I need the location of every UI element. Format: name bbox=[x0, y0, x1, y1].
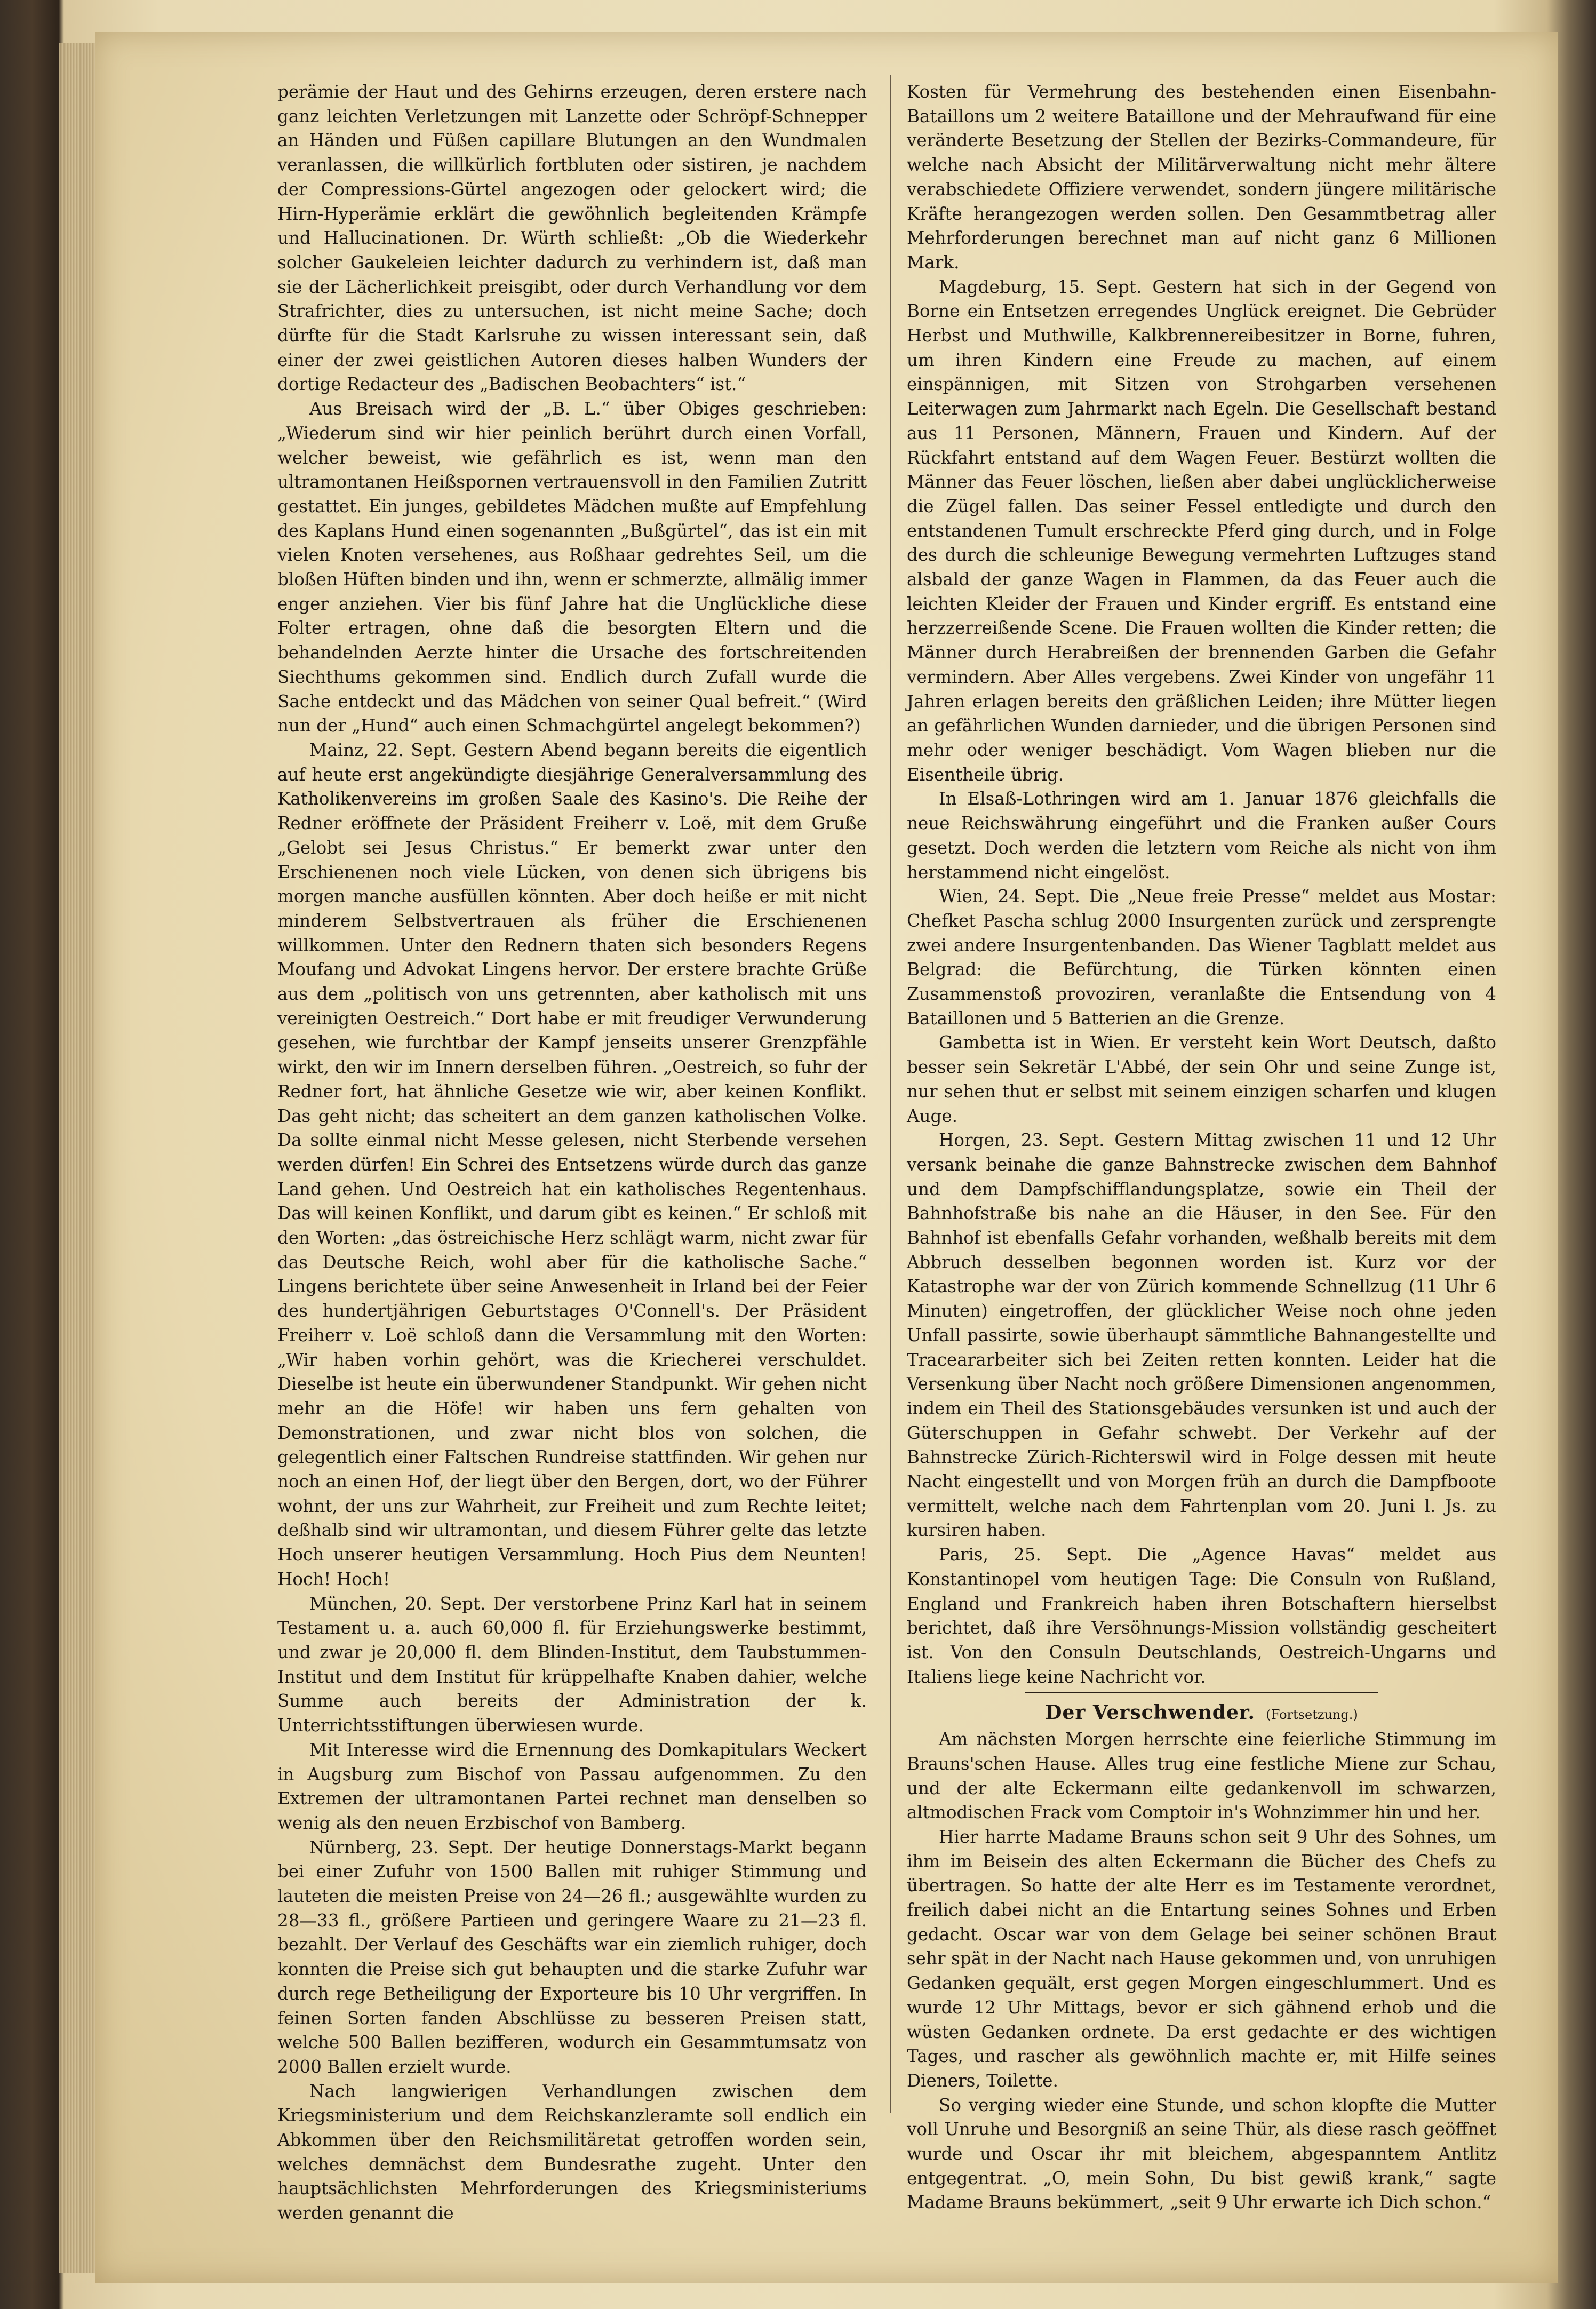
feuilleton-subtitle: (Fortsetzung.) bbox=[1266, 1707, 1358, 1723]
article-paragraph: Wien, 24. Sept. Die „Neue freie Presse“ meldet aus Mostar: Chefket Pascha schlug 2000 Insurgenten zurück und zersprengte zwei andere Insurgentenbanden. Das Wiener Tagblatt meldet aus Belgrad: die Befürchtung, die Türken könnten einen Zusammenstoß provoziren, veranlaßte die Entsendung von 4 Bataillonen und 5 Batterien an die Grenze. bbox=[907, 886, 1496, 1029]
book-page-edges bbox=[59, 43, 96, 2273]
article-paragraph: Mainz, 22. Sept. Gestern Abend begann bereits die eigentlich auf heute erst angekündigte diesjährige Generalversammlung des Katholikenvereins im großen Saale des Kasino's. Die Reihe der Redner eröffnete der Präsident Freiherr v. Loë, mit dem Gruße „Gelobt sei Jesus Christus.“ Er bemerkt zwar unter den Erschienenen noch viele Lücken, von denen sich übrigens bis morgen manche ausfüllen könnten. Aber doch heiße er mit nicht minderem Selbstvertrauen als früher die Erschienenen willkommen. Unter den Rednern thaten sich besonders Regens Moufang und Advokat Lingens hervor. Der erstere brachte Grüße aus dem „politisch von uns getrennten, aber katholisch mit uns vereinigten Oestreich.“ Dort habe er mit freudiger Verwunderung gesehen, wie furchtbar der Kampf jenseits unserer Grenzpfähle wirkt, den wir im Innern derselben führen. „Oestreich, so fuhr der Redner fort, hat ähnliche Gesetze wie wir, aber keinen Konflikt. Das geht nicht; das scheitert an dem ganzen katholischen Volke. Da sollte einmal nicht Messe gelesen, nicht Sterbende versehen werden dürfen! Ein Schrei des Entsetzens würde durch das ganze Land gehen. Und Oestreich hat ein katholisches Regentenhaus. Das will keinen Konflikt, und darum gibt es keinen.“ Er schloß mit den Worten: „das östreichische Herz schlägt warm, nicht zwar für das Deutsche Reich, wohl aber für die katholische Sache.“ Lingens berichtete über seine Anwesenheit in Irland bei der Feier des hundertjährigen Geburtstages O'Connell's. Der Präsident Freiherr v. Loë schloß dann die Versammlung mit den Worten: „Wir haben vorhin gehört, was die Kriecherei verschuldet. Dieselbe ist heute ein überwundener Standpunkt. Wir gehen nicht mehr an die Höfe! wir haben uns fern gehalten von Demonstrationen, und zwar nicht blos von solchen, die gelegentlich einer Faltschen Rundreise stattfinden. Wir gehen nur noch an einen Hof, der liegt über den Bergen, dort, wo der Führer wohnt, der uns zur Wahrheit, zur Freiheit und zum Rechte leitet; deßhalb sind wir ultramontan, und diesem Führer gelte das letzte Hoch unserer heutigen Versammlung. Hoch Pius dem Neunten! Hoch! Hoch! bbox=[277, 739, 867, 1589]
feuilleton-title: Der Verschwender. bbox=[1045, 1701, 1256, 1724]
feuilleton-separator-rule bbox=[1025, 1692, 1378, 1693]
article-paragraph: München, 20. Sept. Der verstorbene Prinz Karl hat in seinem Testament u. a. auch 60,000 fl. für Erziehungswerke bestimmt, und zwar je 20,000 fl. dem Blinden-Institut, dem Taubstummen-Institut und dem Institut für krüppelhafte Knaben dahier, welche Summe auch bereits der Administration der k. Unterrichtsstiftungen überwiesen wurde. bbox=[277, 1593, 867, 1736]
article-paragraph: Mit Interesse wird die Ernennung des Domkapitulars Weckert in Augsburg zum Bischof von Passau aufgenommen. Zu den Extremen der ultramontanen Partei rechnet man denselben so wenig als den neuen Erzbischof von Bamberg. bbox=[277, 1739, 867, 1833]
right-text-column bbox=[907, 80, 1496, 2215]
column-divider-rule bbox=[890, 75, 891, 2113]
article-paragraph: Kosten für Vermehrung des bestehenden einen Eisenbahn-Bataillons um 2 weitere Bataillone und der Mehraufwand für eine veränderte Besetzung der Stellen der Bezirks-Commandeure, für welche nach Absicht der Militärverwaltung nicht mehr ältere verabschiedete Offiziere verwendet, sondern jüngere militärische Kräfte herangezogen werden sollen. Den Gesammtbetrag aller Mehrforderungen berechnet man auf nicht ganz 6 Millionen Mark. bbox=[907, 82, 1496, 273]
feuilleton-paragraph: Hier harrte Madame Brauns schon seit 9 Uhr des Sohnes, um ihm im Beisein des alten Eckermann die Bücher des Chefs zu übertragen. So hatte der alte Herr es im Testamente verordnet, freilich dabei nicht an die Entartung seines Sohnes und Erben gedacht. Oscar war von dem Gelage bei seiner schönen Braut sehr spät in der Nacht nach Hause gekommen und, von unruhigen Gedanken gequält, erst gegen Morgen eingeschlummert. Und es wurde 12 Uhr Mittags, bevor er sich gähnend erhob und die wüsten Gedanken ordnete. Da erst gedachte er des wichtigen Tages, und rascher als gewöhnlich machte er, mit Hilfe seines Dieners, Toilette. bbox=[907, 1826, 1496, 2091]
article-paragraph: Aus Breisach wird der „B. L.“ über Obiges geschrieben: „Wiederum sind wir hier peinlich berührt durch einen Vorfall, welcher beweist, wie gefährlich es ist, wenn man den ultramontanen Heißspornen vertrauensvoll in den Familien Zutritt gestattet. Ein junges, gebildetes Mädchen mußte auf Empfehlung des Kaplans Hund einen sogenannten „Bußgürtel“, das ist ein mit vielen Knoten versehenes, aus Roßhaar gedrehtes Seil, um die bloßen Hüften binden und ihn, wenn er schmerzte, allmälig immer enger anziehen. Vier bis fünf Jahre hat die Unglückliche diese Folter ertragen, ohne daß die besorgten Eltern und die behandelnden Aerzte hinter die Ursache des fortschreitenden Siechthums gekommen sind. Endlich durch Zufall wurde die Sache entdeckt und das Mädchen von seiner Qual befreit.“ (Wird nun der „Hund“ auch einen Schmachgürtel angelegt bekommen?) bbox=[277, 399, 867, 736]
article-paragraph: In Elsaß-Lothringen wird am 1. Januar 1876 gleichfalls die neue Reichswährung eingeführt und die Franken außer Cours gesetzt. Doch werden die letztern vom Reiche als nicht von ihm herstammend nicht eingelöst. bbox=[907, 789, 1496, 882]
article-paragraph: Horgen, 23. Sept. Gestern Mittag zwischen 11 und 12 Uhr versank beinahe die ganze Bahnstrecke zwischen dem Bahnhof und dem Dampfschifflandungsplatze, sowie ein Theil der Bahnhofstraße bis nahe an die Häuser, in den See. Für den Bahnhof ist ebenfalls Gefahr vorhanden, weßhalb bereits mit dem Abbruch desselben begonnen worden ist. Kurz vor der Katastrophe war der von Zürich kommende Schnellzug (11 Uhr 6 Minuten) eingetroffen, der glücklicher Weise noch ohne jeden Unfall passirte, sowie überhaupt sämmtliche Bahnangestellte und Traceararbeiter sich bei Zeiten retten konnten. Leider hat die Versenkung über Nacht noch größere Dimensionen angenommen, indem ein Theil des Stationsgebäudes versunken ist und auch der Güterschuppen in Gefahr schwebt. Der Verkehr auf der Bahnstrecke Zürich-Richterswil wird in Folge dessen mit heute Nacht eingestellt und von Morgen früh an durch die Dampfboote vermittelt, welche nach dem Fahrtenplan vom 20. Juni l. Js. zu kursiren haben. bbox=[907, 1130, 1496, 1541]
article-paragraph: Gambetta ist in Wien. Er versteht kein Wort Deutsch, daßto besser sein Sekretär L'Abbé, der sein Ohr und seine Zunge ist, nur sehen thut er selbst mit seinem einzigen scharfen und klugen Auge. bbox=[907, 1032, 1496, 1126]
article-paragraph: perämie der Haut und des Gehirns erzeugen, deren erstere nach ganz leichten Verletzungen mit Lanzette oder Schröpf-Schnepper an Händen und Füßen capillare Blutungen an den Wundmalen veranlassen, die willkürlich fortbluten oder sistiren, je nachdem der Compressions-Gürtel angezogen oder gelockert wird; die Hirn-Hyperämie erklärt die gewöhnlich begleitenden Krämpfe und Hallucinationen. Dr. Würth schließt: „Ob die Wiederkehr solcher Gaukeleien leichter dadurch zu verhindern ist, daß man sie der Lächerlichkeit preisgibt, oder durch Verhandlung vor dem Strafrichter, dies zu untersuchen, ist nicht meine Sache; doch dürfte für die Stadt Karlsruhe zu wissen interessant sein, daß einer der zwei geistlichen Autoren dieses halben Wunders der dortige Redacteur des „Badischen Beobachters“ ist.“ bbox=[277, 82, 867, 395]
left-text-column bbox=[277, 80, 867, 2226]
feuilleton-paragraph: Am nächsten Morgen herrschte eine feierliche Stimmung im Brauns'schen Hause. Alles trug eine festliche Miene zur Schau, und der alte Eckermann eilte gedankenvoll im schwarzen, altmodischen Frack vom Comptoir in's Wohnzimmer hin und her. bbox=[907, 1729, 1496, 1823]
article-paragraph: Paris, 25. Sept. Die „Agence Havas“ meldet aus Konstantinopel vom heutigen Tage: Die Consuln von Rußland, England und Frankreich haben ihren Botschaftern hierselbst berichtet, daß ihre Versöhnungs-Mission vollständig gescheitert ist. Von den Consuln Deutschlands, Oestreich-Ungarns und Italiens liege keine Nachricht vor. bbox=[907, 1544, 1496, 1687]
article-paragraph: Nürnberg, 23. Sept. Der heutige Donnerstags-Markt begann bei einer Zufuhr von 1500 Ballen mit ruhiger Stimmung und lauteten die meisten Preise von 24—26 fl.; ausgewählte wurden zu 28—33 fl., größere Partieen und geringere Waare zu 21—23 fl. bezahlt. Der Verlauf des Geschäfts war ein ziemlich ruhiger, doch konnten die Preise sich gut behaupten und die starke Zufuhr war durch rege Betheiligung der Exporteure bis 10 Uhr vergriffen. In feinen Sorten fanden Abschlüsse zu besseren Preisen statt, welche 500 Ballen bezifferen, wodurch ein Gesammtumsatz von 2000 Ballen erzielt wurde. bbox=[277, 1837, 867, 2077]
feuilleton-paragraph: So verging wieder eine Stunde, und schon klopfte die Mutter voll Unruhe und Besorgniß an seine Thür, als diese rasch geöffnet wurde und Oscar ihr mit bleichem, abgespanntem Antlitz entgegentrat. „O, mein Sohn, Du bist gewiß krank,“ sagte Madame Brauns bekümmert, „seit 9 Uhr erwarte ich Dich schon.“ bbox=[907, 2095, 1496, 2213]
article-paragraph: Magdeburg, 15. Sept. Gestern hat sich in der Gegend von Borne ein Entsetzen erregendes Unglück ereignet. Die Gebrüder Herbst und Muthwille, Kalkbrennereibesitzer in Borne, fuhren, um ihren Kindern eine Freude zu machen, auf einem einspännigen, mit Sitzen von Strohgarben versehenen Leiterwagen zum Jahrmarkt nach Egeln. Die Gesellschaft bestand aus 11 Personen, Männern, Frauen und Kindern. Auf der Rückfahrt entstand auf dem Wagen Feuer. Bestürzt wollten die Männer das Feuer löschen, ließen aber dabei unglücklicherweise die Zügel fallen. Das seiner Fessel entledigte und durch den entstandenen Tumult erschreckte Pferd ging durch, und in Folge des durch die schleunige Bewegung vermehrten Luftzuges stand alsbald der ganze Wagen in Flammen, da das Feuer auch die leichten Kleider der Frauen und Kinder ergriff. Es entstand eine herzzerreißende Scene. Die Frauen wollten die Kinder retten; die Männer durch Herabreißen der brennenden Garben die Gefahr vermindern. Aber Alles vergebens. Zwei Kinder von ungefähr 11 Jahren erlagen bereits den gräßlichen Leiden; ihre Mütter liegen an gefährlichen Wunden darnieder, und die übrigen Personen sind mehr oder weniger beschädigt. Vom Wagen blieben nur die Eisentheile übrig. bbox=[907, 276, 1496, 785]
feuilleton-heading bbox=[907, 1701, 1496, 1727]
article-paragraph: Nach langwierigen Verhandlungen zwischen dem Kriegsministerium und dem Reichskanzleramte soll endlich ein Abkommen über den Reichsmilitäretat getroffen worden sein, welches demnächst dem Bundesrathe zugeht. Unter den hauptsächlichsten Mehrforderungen des Kriegsministeriums werden genannt die bbox=[277, 2081, 867, 2224]
